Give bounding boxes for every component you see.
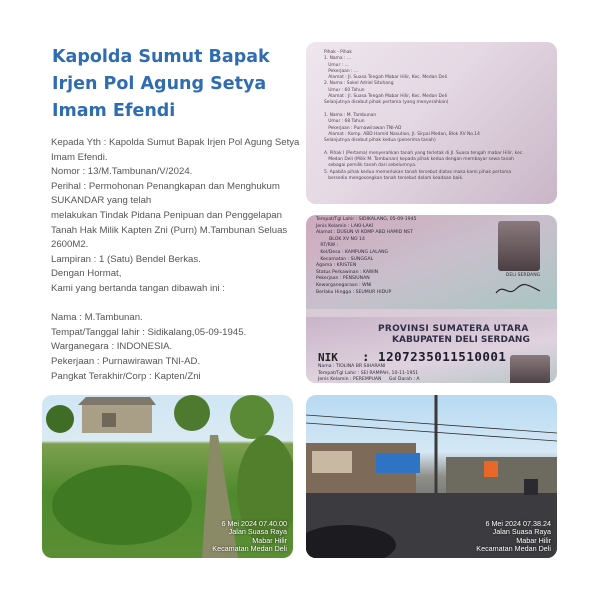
letter-intro: Kami yang bertanda tangan dibawah ini : <box>51 282 225 294</box>
street-photo-timestamp <box>476 520 551 554</box>
field-stamp-area: Mabar Hilir <box>252 535 287 545</box>
street-stamp-date: 6 Mei 2024 07.38.24 <box>485 518 551 528</box>
letter-spacer <box>51 297 306 312</box>
letter-birth: Tempat/Tanggal lahir : Sidikalang,05-09-1945. <box>51 326 247 338</box>
street-stamp-area: Mabar Hilir <box>516 535 551 545</box>
field-photo <box>42 395 293 558</box>
id-card-lower-text: Nama : TIOLINA BR SIHARANI Tempat/Tgl Lahir : SEI RAMPAH, 10-11-1951 Jenis Kelamin : PEREMPUAN Gol Darah : A <box>318 364 420 383</box>
letter-body <box>51 136 306 384</box>
letter-subject: Perihal : Permohonan Penangkapan dan Menghukum SUKANDAR yang telah <box>51 180 283 207</box>
field-stamp-date: 6 Mei 2024 07.40.00 <box>221 518 287 528</box>
letter-occupation: Pekerjaan : Purnawirawan TNI-AD. <box>51 355 201 367</box>
street-photo <box>306 395 557 558</box>
letter-greeting: Dengan Hormat, <box>51 268 122 280</box>
portrait-photo-2 <box>510 355 550 383</box>
id-card-nik-label: NIK <box>318 351 338 364</box>
signature-icon <box>494 281 544 299</box>
letter-citizenship: Warganegara : INDONESIA. <box>51 341 173 353</box>
page-title: Kapolda Sumut Bapak Irjen Pol Agung Setya Imam Efendi <box>52 47 270 121</box>
document-photo <box>306 42 557 204</box>
field-photo-timestamp <box>212 520 287 554</box>
letter-name: Nama : M.Tambunan. <box>51 312 143 324</box>
id-card-province: PROVINSI SUMATERA UTARA <box>378 324 529 334</box>
portrait-photo <box>498 221 540 271</box>
document-photo-text: Pihak - Pihak 1. Nama : ... Umur : ... Pekerjaan : ... Alamat : Jl. Suasa Tengah Mabar Hilir, Kec. Medan Deli 2. Nama : Sokel Adriel Sitohang Umur : 60 Tahun Alamat : Jl. Suasa Tengah Mabar Hilir, Kec. Medan Deli Selanjutnya disebut pihak pertama (yang menyerahkan) 1. Nama : M. Tambunan Umur : 68 Tahun Pekerjaan : Purnawirawan TNI-AD Alamat : Komp. ABD Hamid Nasution, Jl. Sirpai Medan, Blok XV No.14 Selanjutnya disebut pihak kedua (penerima tanah) A. Pihak I (Pertama) menyerahkan tanah yang terletak di Jl. Suasa tengah mabar Hilir, kec. Medan Deli (Milik M. Tambunan) kepada pihak kedua dengan membayar sewa tanah sebagai pemilik tanah dari sebelumnya. 5. Apabila pihak kedua memerlukan tanah tersebut diatas maka kami pihak pertama bersedia mengosongkan tanah tersebut dalam keadaan baik. <box>324 50 524 181</box>
field-stamp-district: Kecamatan Medan Deli <box>212 544 287 554</box>
letter-subject-continued: melakukan Tindak Pidana Penipuan dan Penggelapan Tanah Hak Milik Kapten Zni (Purn) M.Tambunan Seluas 2600M2. <box>51 209 290 251</box>
letter-number: Nomor : 13/M.Tambunan/V/2024. <box>51 166 193 178</box>
letter-rank: Pangkat Terakhir/Corp : Kapten/Zni <box>51 370 201 382</box>
id-card-issued-place: DELI SERDANG <box>505 273 541 278</box>
id-card-photo <box>306 215 557 383</box>
field-stamp-street: Jalan Suasa Raya <box>228 527 287 537</box>
letter-attachment: Lampiran : 1 (Satu) Bendel Berkas. <box>51 253 201 265</box>
street-stamp-district: Kecamatan Medan Deli <box>476 544 551 554</box>
id-card-upper-text: Tempat/Tgl Lahir : SIDIKALANG, 05-09-1945 Jenis Kelamin : LAKI-LAKI Alamat : DUSUN VI KOMP ABD HAMID NST BLOK XV NO 14 RT/RW : Kel/Desa : KAMPUNG LALANG Kecamatan : SUNGGAL Agama : KRISTEN Status Perkawinan : KAWIN Pekerjaan : PENSIUNAN Kewarganegaraan : WNI Berlaku Hingga : SEUMUR HIDUP <box>316 217 417 295</box>
id-card-nik-value: : 1207235011510001 <box>362 349 507 364</box>
letter-recipient: Kepada Yth : Kapolda Sumut Bapak Irjen Pol Agung Setya Imam Efendi. <box>51 137 303 163</box>
street-stamp-street: Jalan Suasa Raya <box>492 527 551 537</box>
id-card-regency: KABUPATEN DELI SERDANG <box>392 335 530 345</box>
